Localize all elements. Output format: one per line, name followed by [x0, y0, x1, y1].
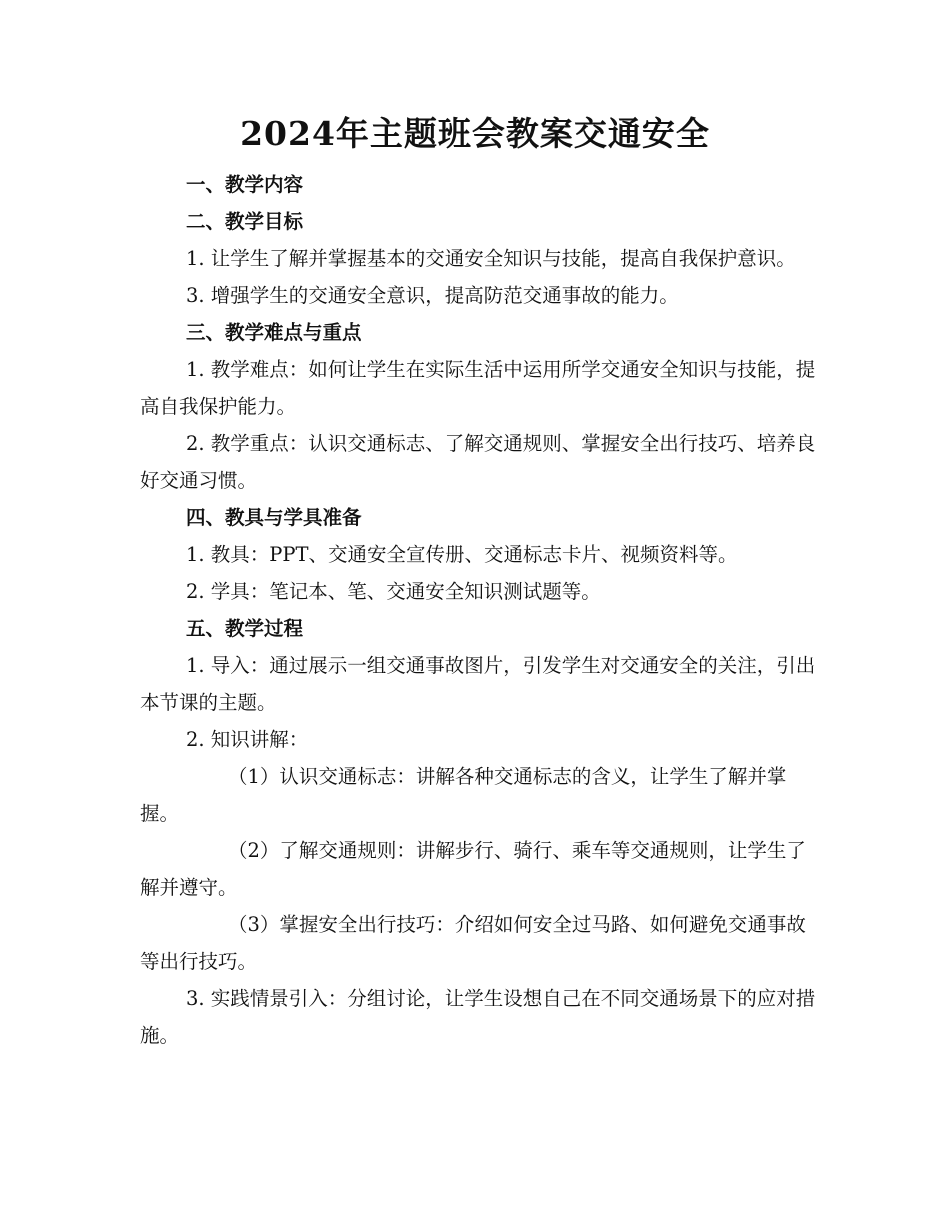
paragraph-objective-3: 3. 增强学生的交通安全意识，提高防范交通事故的能力。	[186, 284, 679, 307]
paragraph-difficulty: 1. 教学难点：如何让学生在实际生活中运用所学交通安全知识与技能，提高自我保护能力。	[140, 358, 816, 418]
section-heading-objectives: 二、教学目标	[186, 210, 304, 233]
paragraph-introduction: 1. 导入：通过展示一组交通事故图片，引发学生对交通安全的关注，引出本节课的主题。	[140, 654, 816, 714]
document-body	[140, 166, 820, 1054]
section-heading-difficulties: 三、教学难点与重点	[186, 321, 362, 344]
paragraph-sub-skills: （3）掌握安全出行技巧：介绍如何安全过马路、如何避免交通事故等出行技巧。	[140, 913, 806, 973]
document-title: 2024年主题班会教案交通安全	[240, 114, 710, 153]
paragraph-teaching-aids: 1. 教具：PPT、交通安全宣传册、交通标志卡片、视频资料等。	[186, 543, 738, 566]
paragraph-learning-aids: 2. 学具：笔记本、笔、交通安全知识测试题等。	[186, 580, 601, 603]
section-heading-process: 五、教学过程	[186, 617, 304, 640]
paragraph-objective-1: 1. 让学生了解并掌握基本的交通安全知识与技能，提高自我保护意识。	[186, 247, 796, 270]
paragraph-key-points: 2. 教学重点：认识交通标志、了解交通规则、掌握安全出行技巧、培养良好交通习惯。	[140, 432, 816, 492]
section-heading-materials: 四、教具与学具准备	[186, 506, 362, 529]
section-heading-content: 一、教学内容	[186, 173, 304, 196]
paragraph-knowledge: 2. 知识讲解：	[186, 728, 309, 751]
paragraph-practice: 3. 实践情景引入：分组讨论，让学生设想自己在不同交通场景下的应对措施。	[140, 987, 816, 1047]
paragraph-sub-rules: （2）了解交通规则：讲解步行、骑行、乘车等交通规则，让学生了解并遵守。	[140, 839, 806, 899]
paragraph-sub-signs: （1）认识交通标志：讲解各种交通标志的含义，让学生了解并掌握。	[140, 765, 787, 825]
